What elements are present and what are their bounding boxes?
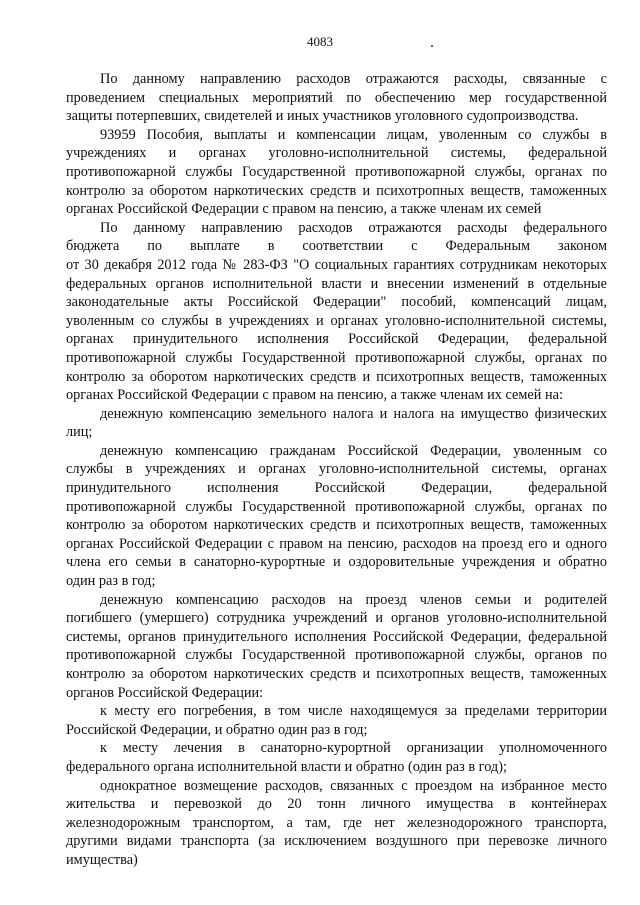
text-line: члена его семьи в санаторно-курортные и оздоровительные учреждения и обратно (66, 554, 607, 571)
text-line: однократное возмещение расходов, связанных с проездом на избранное место (100, 777, 607, 794)
text-line: органов Российской Федерации: (66, 684, 264, 701)
text-line: учреждениях и органах уголовно-исполнительной системы, федеральной (66, 145, 607, 162)
document-body (66, 70, 607, 870)
text-line: противопожарной службы Государственной противопожарной службы, органах по (66, 349, 607, 366)
text-line: денежную компенсацию земельного налога и налога на имущество физических (100, 405, 607, 422)
page-number: 4083 (307, 34, 333, 49)
text-line: другими видами транспорта (за исключением воздушного при перевозке личного (66, 833, 607, 850)
text-line: бюджета по выплате в соответствии с Федеральным законом (66, 238, 607, 255)
text-line: имущества) (66, 851, 138, 868)
text-line: органах принудительного исполнения Российской Федерации, федеральной (66, 331, 607, 348)
text-line: федеральных органов исполнительной власти и внесении изменений в отдельные (66, 275, 607, 292)
text-line: контролю за оборотом наркотических средств и психотропных веществ, таможенных (66, 666, 607, 682)
text-line: По данному направлению расходов отражаются расходы федерального (100, 219, 607, 236)
text-line: 93959 Пособия, выплаты и компенсации лицам, уволенным со службы в (100, 126, 607, 143)
text-line: уволенным со службы в учреждениях и органах уголовно-исполнительной системы, (66, 312, 607, 329)
text-line: противопожарной службы Государственной противопожарной службы, органов по (66, 647, 607, 664)
text-line: контролю за оборотом наркотических средств и психотропных веществ, таможенных (66, 182, 607, 199)
text-line: денежную компенсацию гражданам Российской Федерации, уволенным со (100, 442, 607, 459)
text-line: железнодорожным транспортом, а там, где нет железнодорожного транспорта, (66, 814, 607, 831)
scan-speck (431, 45, 433, 47)
text-line: органах Российской Федерации с правом на пенсию, расходов на проезд его и одного (66, 535, 607, 552)
text-line: федерального органа исполнительной власти и обратно (один раз в год); (66, 758, 507, 775)
text-line: жительства и перевозкой до 20 тонн личного имущества в контейнерах (66, 796, 607, 813)
text-line: денежную компенсацию расходов на проезд членов семьи и родителей (100, 591, 607, 608)
text-line: законодательные акты Российской Федерации" пособий, компенсаций лицам, (66, 294, 607, 311)
text-line: По данному направлению расходов отражаются расходы, связанные с (100, 71, 607, 87)
text-line: от 30 декабря 2012 года № 283-ФЗ "О социальных гарантиях сотрудникам некоторых (66, 256, 607, 273)
text-line: органах Российской Федерации с правом на пенсию, а также членам их семей (66, 201, 542, 218)
text-line: принудительного исполнения Российской Федерации, федеральной (66, 480, 607, 497)
text-line: Российской Федерации, и обратно один раз в год; (66, 721, 368, 738)
text-line: защиты потерпевших, свидетелей и иных участников уголовного судопроизводства. (66, 108, 579, 125)
text-line: органах Российской Федерации с правом на пенсию, а также членам их семей на: (66, 387, 563, 404)
text-line: погибшего (умершего) сотрудника учреждений и органов уголовно-исполнительной (66, 610, 607, 627)
text-line: один раз в год; (66, 573, 156, 590)
text-line: противопожарной службы Государственной противопожарной службы, органах по (66, 163, 607, 180)
text-line: к месту его погребения, в том числе находящемуся за пределами территории (100, 703, 607, 720)
text-line: контролю за оборотом наркотических средств и психотропных веществ, таможенных (66, 368, 607, 385)
text-line: лиц; (66, 424, 93, 441)
text-line: системы, органов принудительного исполнения Российской Федерации, федеральной (66, 628, 607, 645)
text-line: службы в учреждениях и органах уголовно-исполнительной системы, органах (66, 461, 607, 478)
text-line: к месту лечения в санаторно-курортной организации уполномоченного (100, 740, 607, 757)
text-line: противопожарной службы Государственной противопожарной службы, органах по (66, 498, 607, 515)
text-line: контролю за оборотом наркотических средств и психотропных веществ, таможенных (66, 517, 607, 534)
text-line: проведением специальных мероприятий по обеспечению мер государственной (66, 89, 607, 106)
